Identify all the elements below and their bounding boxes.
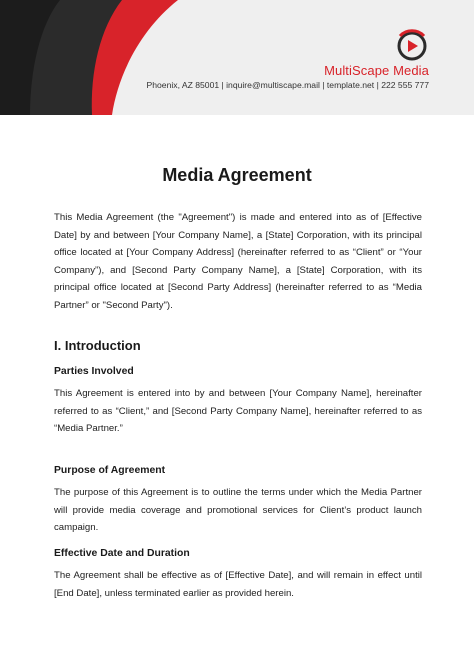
section-heading-introduction: I. Introduction [54, 338, 141, 353]
intro-paragraph: This Media Agreement (the "Agreement") is made and entered into as of [Effective Date] by and between [Your Company Name], a [State] Corporation, with its principal office located at [Your Company Address] (hereinafter referred to as “Client” or “Your Company”), and [Second Party Company Name], a [State] Corporation, with its principal office located at [Second Party Address] (hereinafter referred to as “Media Partner” or "Second Party"). [54, 212, 422, 311]
purpose-paragraph: The purpose of this Agreement is to outline the terms under which the Media Partner will provide media coverage and promotional services for Client’s product launch campaign. [54, 487, 422, 534]
play-swirl-icon [396, 28, 428, 62]
company-name: MultiScape Media [324, 63, 429, 78]
parties-paragraph: This Agreement is entered into by and between [Your Company Name], hereinafter referred to as “Client,” and [Second Party Company Name], hereinafter referred to as “Media Partner.” [54, 388, 422, 435]
company-contact-line: Phoenix, AZ 85001 | inquire@multiscape.mail | template.net | 222 555 777 [146, 80, 429, 90]
document-title: Media Agreement [162, 165, 312, 185]
subheading-purpose: Purpose of Agreement [54, 465, 166, 476]
duration-paragraph: The Agreement shall be effective as of [Effective Date], and will remain in effect until [End Date], unless terminated earlier as provided herein. [54, 570, 422, 599]
subheading-effective-date: Effective Date and Duration [54, 548, 190, 559]
letterhead [0, 0, 474, 115]
subheading-parties-involved: Parties Involved [54, 366, 134, 377]
